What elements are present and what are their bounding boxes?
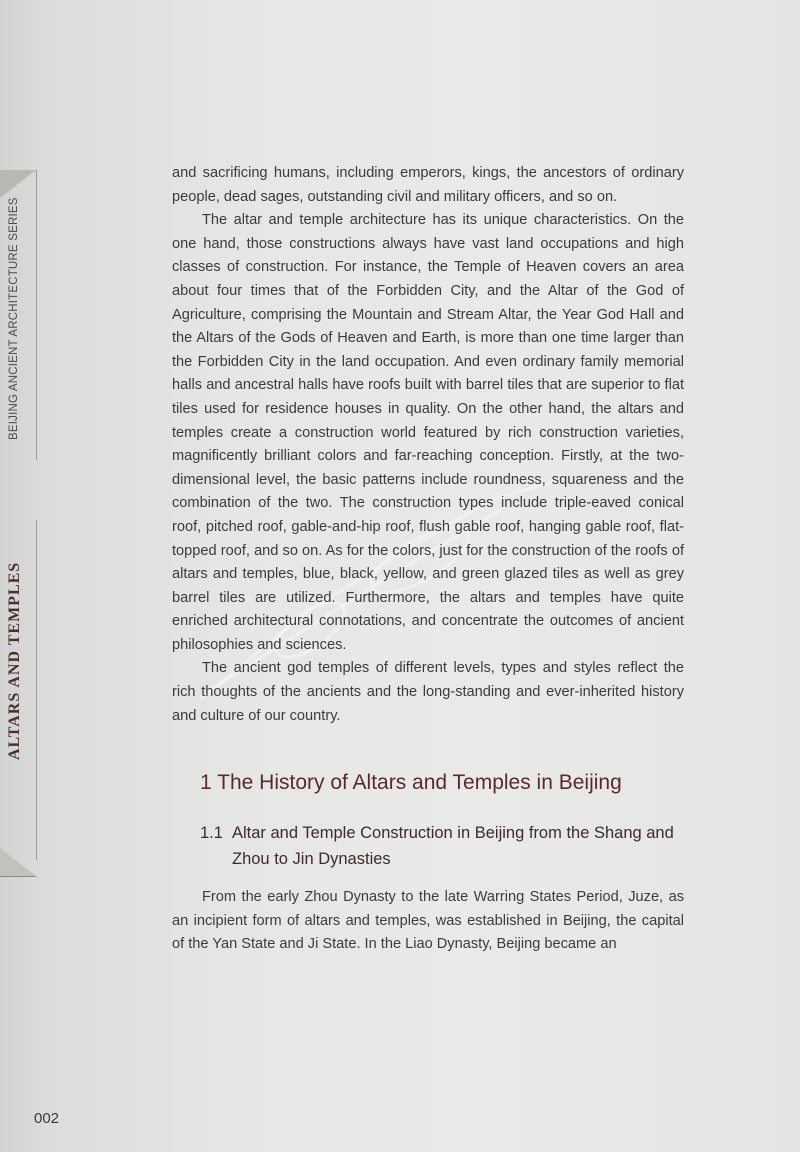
main-content <box>172 162 684 957</box>
side-bottom-wedge <box>0 848 36 876</box>
side-bottom-rule <box>0 876 36 877</box>
section-title: ALTARS AND TEMPLES <box>6 561 23 760</box>
section-heading-text: Altar and Temple Construction in Beijing from the Shang and Zhou to Jin Dynasties <box>232 824 674 869</box>
paragraph-reflection: The ancient god temples of different levels, types and styles reflect the rich thoughts of the ancients and the long-standing and ever-inherited history and culture of our country. <box>172 660 684 724</box>
series-title: BEIJING ANCIENT ARCHITECTURE SERIES <box>8 197 20 440</box>
section-number: 1.1 <box>200 824 223 843</box>
side-divider-bottom <box>36 520 37 860</box>
paragraph-zhou-dynasty: From the early Zhou Dynasty to the late Warring States Period, Juze, as an incipient form of altars and temples, was established in Beijing, the capital of the Yan State and Ji State. In the Liao Dynasty, Beijing became an <box>172 889 684 953</box>
paragraph-intro-continuation: and sacrificing humans, including emperors, kings, the ancestors of ordinary people, dead sages, outstanding civil and military officers, and so on. <box>172 165 684 205</box>
page-number: 002 <box>34 1110 60 1127</box>
side-divider-top <box>36 170 37 460</box>
section-heading <box>200 820 684 872</box>
paragraph-characteristics: The altar and temple architecture has its unique characteristics. On the one hand, those constructions always have vast land occupations and high classes of construction. For instance, the Temple of Heaven covers an area about four times that of the Forbidden City, and the Altar of the God of Agriculture, comprising the Mountain and Stream Altar, the Year God Hall and the Altars of the Gods of Heaven and Earth, is more than one time larger than the Forbidden City in the land occupation. And even ordinary family memorial halls and ancestral halls have roofs built with barrel tiles that are superior to flat tiles used for residence houses in quality. On the other hand, the altars and temples create a construction world featured by rich construction varieties, magnificently brilliant colors and far-reaching conception. Firstly, at the two-dimensional level, the basic patterns include roundness, squareness and the combination of the two. The construction types include triple-eaved conical roof, pitched roof, gable-and-hip roof, flush gable roof, hanging gable roof, flat-topped roof, and so on. As for the colors, just for the construction of the roofs of altars and temples, blue, black, yellow, and green glazed tiles as well as grey barrel tiles are utilized. Furthermore, the altars and temples have quite enriched architectural connotations, and concentrate the outcomes of ancient philosophies and sciences. <box>172 212 684 653</box>
chapter-heading: 1 The History of Altars and Temples in Beijing <box>200 771 622 795</box>
